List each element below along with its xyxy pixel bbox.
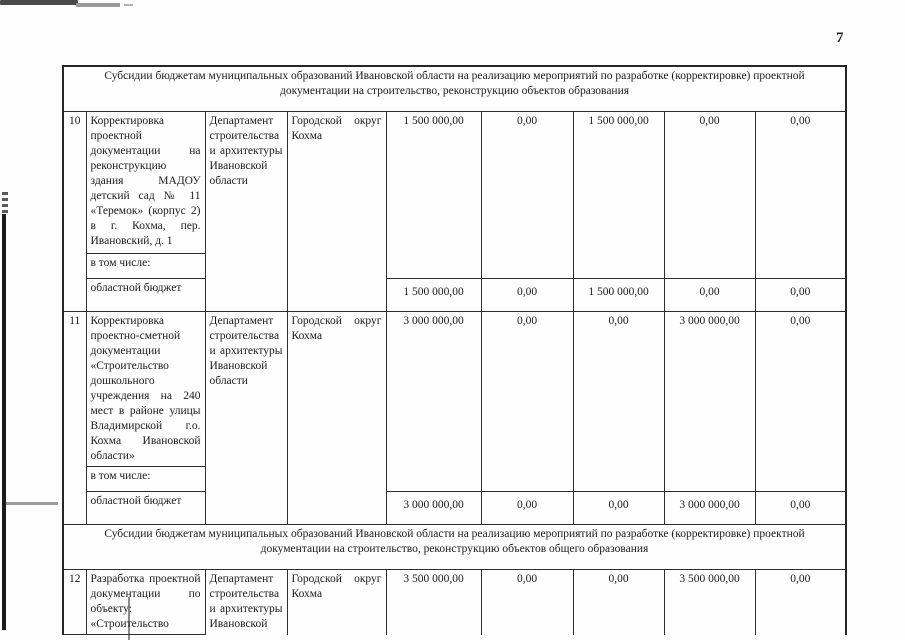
scan-artifact-top-bar-gray: [76, 3, 120, 7]
budget-label: областной бюджет: [86, 279, 205, 312]
scan-artifact-left-gray-dash: [6, 502, 58, 505]
amount-cell: 0,00: [573, 492, 664, 525]
amount-cell: 3 500 000,00: [386, 570, 481, 635]
page-number: 7: [836, 30, 844, 46]
amount-cell: 0,00: [481, 279, 573, 312]
including-label: в том числе:: [86, 467, 205, 492]
municipality-cell: Городской округ Кохма: [287, 112, 386, 312]
amount-cell: 0,00: [481, 492, 573, 525]
amount-cell: 0,00: [755, 112, 846, 279]
municipality-cell: Городской округ Кохма: [287, 570, 386, 635]
amount-cell: 0,00: [755, 492, 846, 525]
section-header: Субсидии бюджетам муниципальных образований Ивановской области на реализацию мероприятий по разработке (корректировке) проектной документации на строительство, реконструкцию объектов общего образования: [63, 525, 846, 570]
project-description: Корректировка проектной документации на реконструкцию здания МАДОУ детский сад № 11 «Теремок» (корпус 2) в г. Кохма, пер. Ивановский, д. 1: [86, 112, 205, 254]
row-number: 11: [63, 312, 86, 525]
department-cell: Департамент строительства и архитектуры Ивановской области: [205, 312, 287, 525]
project-description: Корректировка проектно-сметной документации «Строительство дошкольного учреждения на 240 мест в районе улицы Владимирской г.о. Кохма Ивановской области»: [86, 312, 205, 467]
scan-artifact-left-dashes: [2, 192, 8, 216]
table-row: [63, 570, 846, 635]
amount-cell: 3 000 000,00: [386, 492, 481, 525]
amount-cell: 0,00: [573, 570, 664, 635]
budget-label: областной бюджет: [86, 492, 205, 525]
amount-cell: 0,00: [755, 312, 846, 492]
amount-cell: 0,00: [573, 312, 664, 492]
amount-cell: 1 500 000,00: [573, 112, 664, 279]
amount-cell: 0,00: [481, 112, 573, 279]
amount-cell: 0,00: [755, 279, 846, 312]
scan-artifact-top-fleck: [124, 4, 133, 6]
row-number: 12: [63, 570, 86, 635]
amount-cell: 3 000 000,00: [664, 492, 755, 525]
department-cell: Департамент строительства и архитектуры Ивановской: [205, 570, 287, 635]
amount-cell: 0,00: [755, 570, 846, 635]
row-number: 10: [63, 112, 86, 312]
amount-cell: 3 500 000,00: [664, 570, 755, 635]
amount-cell: 0,00: [664, 112, 755, 279]
table-row: [63, 492, 846, 525]
amount-cell: 0,00: [481, 312, 573, 492]
table-row: [63, 112, 846, 254]
amount-cell: 0,00: [481, 570, 573, 635]
amount-cell: 1 500 000,00: [386, 279, 481, 312]
table-row: [63, 312, 846, 467]
municipality-cell: Городской округ Кохма: [287, 312, 386, 525]
amount-cell: 1 500 000,00: [573, 279, 664, 312]
subsidies-table: [62, 65, 845, 635]
table-row: [63, 279, 846, 312]
table-row: [63, 525, 846, 570]
department-cell: Департамент строительства и архитектуры Ивановской области: [205, 112, 287, 312]
amount-cell: 3 000 000,00: [664, 312, 755, 492]
scan-artifact-left-edge-line: [2, 214, 6, 630]
amount-cell: 0,00: [664, 279, 755, 312]
amount-cell: 3 000 000,00: [386, 312, 481, 492]
table-row: [63, 66, 846, 112]
project-description: Разработка проектной документации по объекту: «Строительство: [86, 570, 205, 635]
section-header: Субсидии бюджетам муниципальных образований Ивановской области на реализацию мероприятий по разработке (корректировке) проектной документации на строительство, реконструкцию объектов образования: [63, 66, 846, 112]
scan-artifact-top-bar-dark: [0, 0, 78, 5]
including-label: в том числе:: [86, 254, 205, 279]
amount-cell: 1 500 000,00: [386, 112, 481, 279]
